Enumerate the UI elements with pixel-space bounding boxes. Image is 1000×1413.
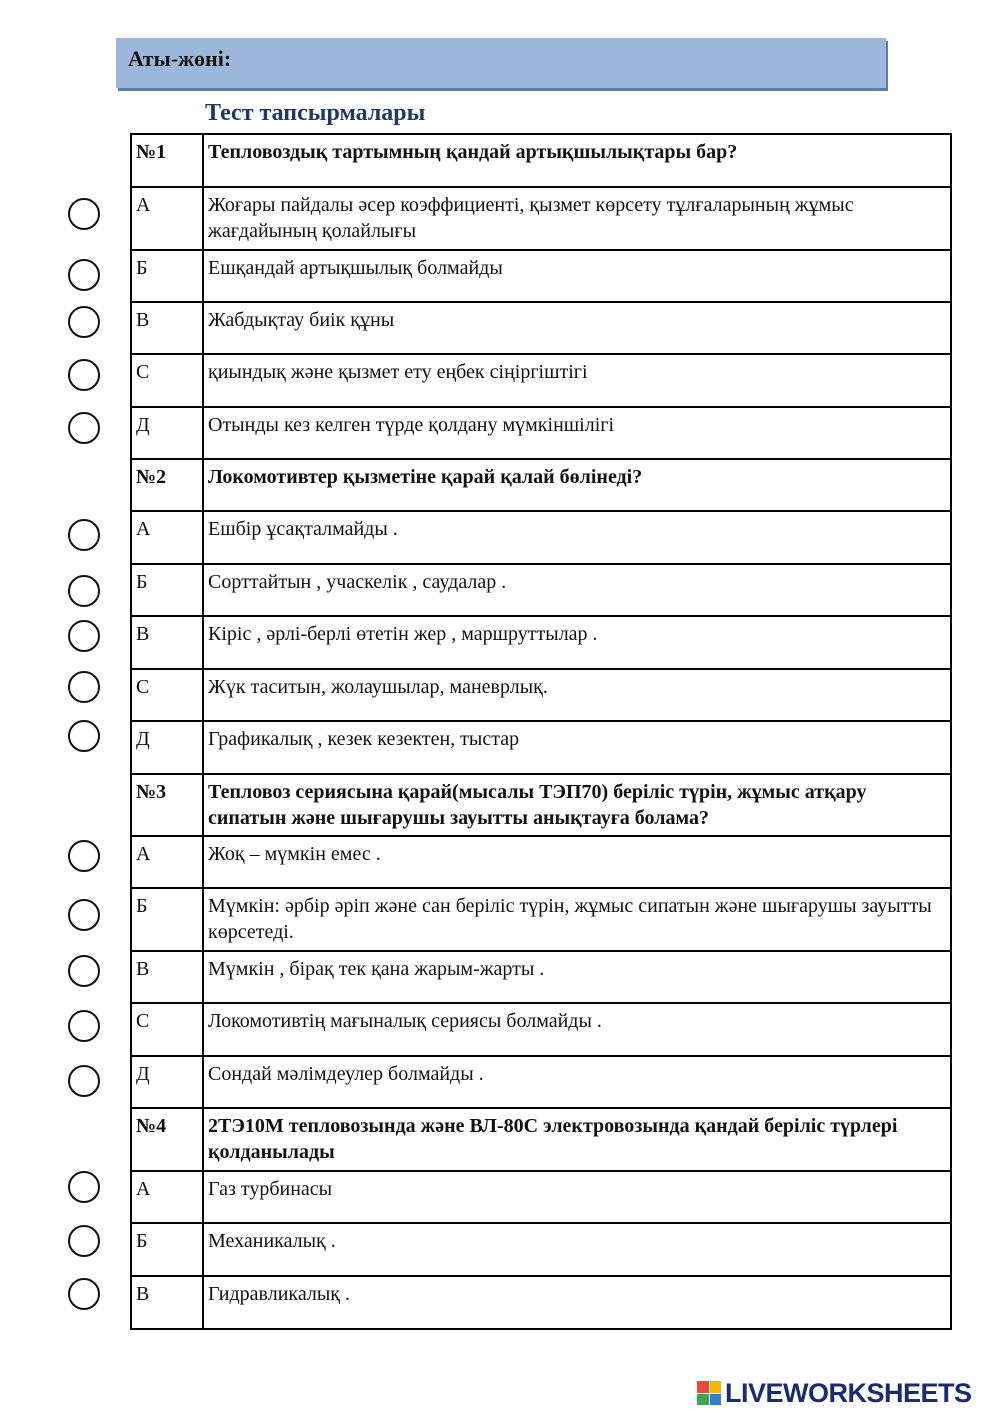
option-text: Графикалық , кезек кезектен, тыстар bbox=[203, 721, 951, 774]
logo-text: LIVEWORKSHEETS bbox=[725, 1377, 972, 1408]
option-letter: В bbox=[131, 616, 203, 669]
question-number: №2 bbox=[131, 459, 203, 511]
option-letter: Б bbox=[131, 250, 203, 302]
answer-radio-q2-a[interactable] bbox=[68, 519, 100, 551]
answer-radio-q3-s[interactable] bbox=[68, 1010, 100, 1042]
option-text: Локомотивтің мағыналық сериясы болмайды . bbox=[203, 1003, 951, 1056]
option-letter: В bbox=[131, 951, 203, 1003]
option-text: Отынды кез келген түрде қолдану мүмкіншілігі bbox=[203, 407, 951, 459]
option-letter: С bbox=[131, 354, 203, 407]
question-row bbox=[131, 459, 951, 511]
option-text: Гидравликалық . bbox=[203, 1276, 951, 1329]
logo-blocks-icon bbox=[697, 1381, 721, 1405]
option-text: Жабдықтау биік құны bbox=[203, 302, 951, 354]
answer-radio-q1-v[interactable] bbox=[68, 306, 100, 338]
option-letter: Б bbox=[131, 1223, 203, 1276]
option-row bbox=[131, 407, 951, 459]
question-number: №1 bbox=[131, 134, 203, 187]
answer-radio-q2-d[interactable] bbox=[68, 720, 100, 752]
logo-block bbox=[710, 1394, 722, 1406]
option-letter: В bbox=[131, 302, 203, 354]
option-text: Кіріс , әрлі-берлі өтетін жер , маршруттылар . bbox=[203, 616, 951, 669]
option-letter: В bbox=[131, 1276, 203, 1329]
name-banner bbox=[116, 38, 886, 88]
question-text: Тепловоз сериясына қарай(мысалы ТЭП70) беріліс түрін, жұмыс атқару сипатын және шығарушы зауытты анықтауға болама? bbox=[203, 774, 951, 836]
question-row bbox=[131, 1108, 951, 1171]
option-text: Сорттайтын , учаскелік , саудалар . bbox=[203, 564, 951, 616]
logo-block bbox=[710, 1381, 722, 1393]
option-row bbox=[131, 1171, 951, 1223]
question-text: 2ТЭ10М тепловозында және ВЛ-80С электровозында қандай беріліс түрлері қолданылады bbox=[203, 1108, 951, 1171]
liveworksheets-logo bbox=[697, 1378, 972, 1408]
logo-block bbox=[697, 1394, 709, 1406]
answer-radio-q3-v[interactable] bbox=[68, 955, 100, 987]
option-row bbox=[131, 354, 951, 407]
option-letter: Д bbox=[131, 721, 203, 774]
answer-radio-q3-a[interactable] bbox=[68, 840, 100, 872]
option-row bbox=[131, 721, 951, 774]
option-letter: Б bbox=[131, 564, 203, 616]
option-letter: Б bbox=[131, 888, 203, 951]
option-row bbox=[131, 250, 951, 302]
question-number: №4 bbox=[131, 1108, 203, 1171]
option-letter: А bbox=[131, 1171, 203, 1223]
option-row bbox=[131, 511, 951, 564]
answer-radio-q4-b[interactable] bbox=[68, 1225, 100, 1257]
option-letter: С bbox=[131, 669, 203, 721]
answer-radio-q3-d[interactable] bbox=[68, 1065, 100, 1097]
option-text: Жоқ – мүмкін емес . bbox=[203, 836, 951, 888]
option-text: қиындық және қызмет ету еңбек сіңіргіштігі bbox=[203, 354, 951, 407]
option-row bbox=[131, 951, 951, 1003]
option-text: Мүмкін , бірақ тек қана жарым-жарты . bbox=[203, 951, 951, 1003]
quiz-table bbox=[130, 133, 952, 1330]
answer-radio-q1-d[interactable] bbox=[68, 412, 100, 444]
option-row bbox=[131, 1003, 951, 1056]
option-row bbox=[131, 564, 951, 616]
answer-radio-q1-b[interactable] bbox=[68, 259, 100, 291]
answer-radio-q2-v[interactable] bbox=[68, 620, 100, 652]
option-text: Газ турбинасы bbox=[203, 1171, 951, 1223]
option-text: Ешқандай артықшылық болмайды bbox=[203, 250, 951, 302]
option-text: Мүмкін: әрбір әріп және сан беріліс түрін, жұмыс сипатын және шығарушы зауытты көрсетеді. bbox=[203, 888, 951, 951]
logo-block bbox=[697, 1381, 709, 1393]
question-number: №3 bbox=[131, 774, 203, 836]
question-row bbox=[131, 774, 951, 836]
answer-radio-q4-v[interactable] bbox=[68, 1278, 100, 1310]
option-text: Сондай мәлімдеулер болмайды . bbox=[203, 1056, 951, 1108]
option-text: Жоғары пайдалы әсер коэффициенті, қызмет көрсету тұлғаларының жұмыс жағдайының қолайлығы bbox=[203, 187, 951, 250]
option-text: Механикалық . bbox=[203, 1223, 951, 1276]
option-row bbox=[131, 836, 951, 888]
option-letter: Д bbox=[131, 1056, 203, 1108]
option-row bbox=[131, 1276, 951, 1329]
option-row bbox=[131, 669, 951, 721]
option-row bbox=[131, 1056, 951, 1108]
name-label: Аты-жөні: bbox=[128, 46, 232, 71]
option-text: Ешбір ұсақталмайды . bbox=[203, 511, 951, 564]
answer-radio-q3-b[interactable] bbox=[68, 899, 100, 931]
option-letter: А bbox=[131, 187, 203, 250]
answer-radio-q4-a[interactable] bbox=[68, 1171, 100, 1203]
test-title: Тест тапсырмалары bbox=[205, 100, 426, 126]
option-row bbox=[131, 888, 951, 951]
option-row bbox=[131, 187, 951, 250]
answer-radio-q1-s[interactable] bbox=[68, 359, 100, 391]
answer-radio-q2-b[interactable] bbox=[68, 575, 100, 607]
question-text: Локомотивтер қызметіне қарай қалай бөлінеді? bbox=[203, 459, 951, 511]
answer-radio-q2-s[interactable] bbox=[68, 671, 100, 703]
question-text: Тепловоздық тартымның қандай артықшылықтары бар? bbox=[203, 134, 951, 187]
option-row bbox=[131, 302, 951, 354]
question-row bbox=[131, 134, 951, 187]
option-row bbox=[131, 616, 951, 669]
option-letter: А bbox=[131, 836, 203, 888]
option-text: Жүк таситын, жолаушылар, маневрлық. bbox=[203, 669, 951, 721]
answer-radio-q1-a[interactable] bbox=[68, 198, 100, 230]
option-letter: С bbox=[131, 1003, 203, 1056]
option-row bbox=[131, 1223, 951, 1276]
option-letter: А bbox=[131, 511, 203, 564]
option-letter: Д bbox=[131, 407, 203, 459]
